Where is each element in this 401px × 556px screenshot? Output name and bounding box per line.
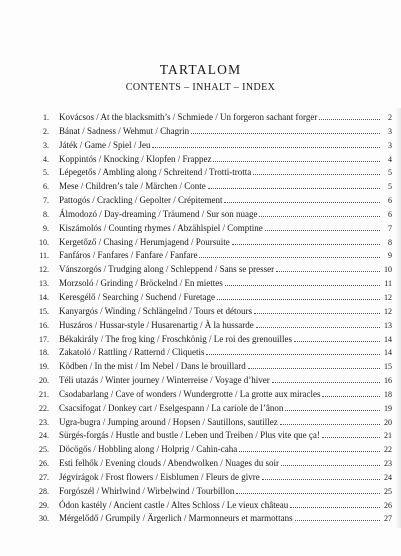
entry-title-with-leader	[59, 402, 380, 416]
entry-title-with-leader	[59, 166, 380, 180]
toc-entry	[34, 153, 392, 167]
toc-entry	[34, 305, 392, 319]
entry-page-number: 12	[384, 306, 392, 316]
entry-number: 16.	[39, 320, 49, 330]
dot-leader	[208, 188, 380, 189]
entry-title: Lépegetős / Ambling along / Schreitend / Trotti-trotta	[59, 167, 252, 178]
entry-title-with-leader	[59, 249, 380, 263]
entry-title-with-leader	[59, 471, 380, 485]
entry-title: Csodabarlang / Cave of wonders / Wundergrotte / La grotte aux miracles	[59, 388, 321, 399]
entry-number: 27.	[39, 472, 49, 482]
entry-title-with-leader	[59, 180, 380, 194]
entry-page-number: 8	[388, 237, 392, 247]
entry-page-number: 18	[384, 389, 392, 399]
entry-title: Vánszorgós / Trudging along / Schleppend / Sans se presser	[59, 264, 275, 275]
entry-title: Kovácsos / At the blacksmith’s / Schmiede / Un forgeron sachant forger	[59, 112, 318, 122]
entry-title: Ugra-bugra / Jumping around / Hopsen / Sautillons, sautillez	[59, 416, 278, 427]
toc-entry	[34, 249, 392, 263]
dot-leader	[319, 119, 380, 120]
dot-leader	[256, 327, 380, 328]
entry-page-number: 24	[384, 472, 392, 482]
dot-leader	[191, 133, 380, 134]
toc-entry	[34, 194, 392, 208]
entry-title-with-leader	[59, 263, 380, 277]
dot-leader	[290, 507, 380, 508]
entry-title: Békakirály / The frog king / Froschkönig / Le roi des grenouilles	[59, 333, 293, 344]
entry-number: 30.	[39, 514, 49, 524]
entry-page-number: 14	[384, 334, 392, 344]
entry-title: Jégvirágok / Frost flowers / Eisblumen / Fleurs de givre	[59, 471, 260, 482]
entry-title: Csacsifogat / Donkey cart / Eselgespann / La cariole de l’ânon	[59, 402, 284, 413]
toc-entry	[34, 388, 392, 402]
entry-number: 8.	[43, 209, 49, 219]
entry-title: Döcögős / Hobbling along / Holprig / Cahin-caha	[59, 444, 238, 455]
page-title: TARTALOM	[159, 62, 242, 77]
entry-page-number: 14	[384, 348, 392, 358]
dot-leader	[248, 368, 380, 369]
entry-number: 7.	[43, 196, 49, 206]
dot-leader	[236, 493, 380, 494]
entry-title-with-leader	[59, 319, 380, 333]
entry-title-with-leader	[59, 305, 380, 319]
entry-title: Ködben / In the mist / Im Nebel / Dans le brouillard	[59, 361, 246, 372]
dot-leader	[224, 202, 380, 203]
entry-title: Játék / Game / Spiel / Jeu	[59, 139, 151, 150]
entry-number: 3.	[43, 140, 49, 150]
toc-entry	[34, 139, 392, 153]
entry-title-with-leader	[59, 125, 380, 139]
dot-leader	[239, 451, 380, 452]
entry-title-with-leader	[59, 499, 380, 513]
dot-leader	[259, 216, 380, 217]
toc-entry	[34, 346, 392, 360]
toc-entry	[34, 485, 392, 499]
entry-title: Esti felhők / Evening clouds / Abendwolken / Nuages du soir	[59, 458, 279, 469]
dot-leader	[262, 479, 380, 480]
entry-title: Pattogós / Crackling / Gepolter / Crépitement	[59, 195, 223, 206]
entry-number: 26.	[39, 459, 49, 469]
entry-title-with-leader	[59, 139, 380, 153]
entry-page-number: 22	[384, 445, 392, 455]
entry-page-number: 12	[384, 292, 392, 302]
dot-leader	[280, 424, 380, 425]
dot-leader	[265, 230, 380, 231]
entry-title: Kanyargós / Winding / Schlängelnd / Tours et détours	[59, 305, 252, 316]
entry-title-with-leader	[59, 429, 380, 443]
entry-number: 28.	[39, 486, 49, 496]
entry-title-with-leader	[59, 374, 380, 388]
entry-title: Bánat / Sadness / Wehmut / Chagrin	[59, 125, 190, 136]
dot-leader	[206, 354, 380, 355]
entry-number: 24.	[39, 431, 49, 441]
entry-title: Zakatoló / Rattling / Ratternd / Cliquetis	[59, 347, 205, 358]
entry-number: 29.	[39, 500, 49, 510]
dot-leader	[322, 437, 380, 438]
entry-page-number: 2	[388, 113, 392, 122]
entry-page-number: 11	[384, 279, 392, 289]
toc-entry	[34, 333, 392, 347]
dot-leader	[217, 299, 380, 300]
dot-leader	[254, 313, 380, 314]
entry-title: Huszáros / Hussar-style / Husarenartig / À la hussarde	[59, 319, 254, 330]
entry-title-with-leader	[59, 485, 380, 499]
entry-title: Mérgelődő / Grumpily / Ärgerlich / Marmonneurs et marmottans	[59, 513, 293, 524]
entry-page-number: 6	[388, 209, 392, 219]
entry-number: 6.	[43, 182, 49, 192]
entry-page-number: 7	[388, 223, 392, 233]
toc-entry	[34, 457, 392, 471]
entry-title-with-leader	[59, 277, 380, 291]
toc-entry	[34, 471, 392, 485]
entry-page-number: 6	[388, 196, 392, 206]
toc-entry	[34, 512, 392, 526]
dot-leader	[232, 244, 380, 245]
entry-page-number: 5	[388, 168, 392, 178]
toc-entry	[34, 125, 392, 139]
dot-leader	[295, 520, 380, 521]
dot-leader	[199, 257, 380, 258]
toc-entry	[34, 277, 392, 291]
entry-page-number: 16	[384, 376, 392, 386]
toc-entry	[34, 291, 392, 305]
dot-leader	[322, 396, 380, 397]
entry-title: Sürgés-forgás / Hustle and bustle / Leben und Treiben / Plus vite que ça!	[59, 430, 320, 441]
table-of-contents	[34, 111, 392, 526]
toc-entry	[34, 319, 392, 333]
dot-leader	[285, 410, 380, 411]
entry-number: 11.	[39, 251, 49, 261]
entry-page-number: 5	[388, 182, 392, 192]
entry-number: 14.	[39, 292, 49, 302]
entry-page-number: 26	[384, 500, 392, 510]
entry-number: 15.	[39, 306, 49, 316]
entry-page-number: 9	[388, 251, 392, 261]
entry-title-with-leader	[59, 208, 380, 222]
toc-entry	[34, 360, 392, 374]
entry-title-with-leader	[59, 111, 380, 125]
toc-entry	[34, 222, 392, 236]
page-subtitle: CONTENTS – INHALT – INDEX	[125, 82, 276, 93]
entry-number: 13.	[39, 279, 49, 289]
entry-page-number: 3	[388, 140, 392, 150]
entry-title-with-leader	[59, 443, 380, 457]
entry-title: Kergetőző / Chasing / Herumjagend / Poursuite	[59, 236, 230, 247]
entry-title-with-leader	[59, 153, 380, 167]
dot-leader	[294, 341, 380, 342]
entry-title-with-leader	[59, 333, 380, 347]
entry-page-number: 23	[384, 459, 392, 469]
entry-number: 19.	[39, 362, 49, 372]
entry-number: 9.	[43, 223, 49, 233]
entry-page-number: 3	[388, 126, 392, 136]
entry-title: Forgószél / Whirlwind / Wirbelwind / Tourbillon	[59, 485, 235, 496]
entry-number: 22.	[39, 403, 49, 413]
entry-title: Mese / Children’s tale / Märchen / Conte	[59, 181, 206, 192]
entry-number: 21.	[39, 389, 49, 399]
entry-page-number: 25	[384, 486, 392, 496]
entry-page-number: 10	[384, 265, 392, 275]
toc-entry	[34, 374, 392, 388]
dot-leader	[272, 382, 380, 383]
entry-number: 4.	[43, 154, 49, 164]
entry-title-with-leader	[59, 236, 380, 250]
entry-number: 5.	[43, 168, 49, 178]
entry-title-with-leader	[59, 416, 380, 430]
toc-entry	[34, 402, 392, 416]
toc-entry	[34, 443, 392, 457]
toc-entry	[34, 236, 392, 250]
entry-page-number: 19	[384, 403, 392, 413]
entry-title: Keresgélő / Searching / Suchend / Furetage	[59, 291, 215, 302]
entry-page-number: 20	[384, 417, 392, 427]
entry-title-with-leader	[59, 291, 380, 305]
dot-leader	[253, 174, 380, 175]
page-edge-shadow	[395, 108, 401, 528]
entry-number: 12.	[39, 265, 49, 275]
entry-page-number: 4	[388, 154, 392, 164]
entry-title-with-leader	[59, 346, 380, 360]
entry-title-with-leader	[59, 457, 380, 471]
entry-page-number: 15	[384, 362, 392, 372]
entry-title-with-leader	[59, 222, 380, 236]
entry-number: 2.	[43, 126, 49, 136]
toc-entry	[34, 429, 392, 443]
entry-title-with-leader	[59, 360, 380, 374]
entry-page-number: 21	[384, 431, 392, 441]
entry-title-with-leader	[59, 388, 380, 402]
entry-title: Ódon kastély / Ancient castle / Altes Schloss / Le vieux château	[59, 499, 289, 510]
entry-title-with-leader	[59, 194, 380, 208]
toc-entry	[34, 180, 392, 194]
entry-number: 10.	[39, 237, 49, 247]
entry-title: Morzsoló / Grinding / Bröckelnd / En miettes	[59, 278, 223, 289]
entry-page-number: 13	[384, 320, 392, 330]
entry-number: 1.	[43, 113, 49, 122]
entry-number: 20.	[39, 376, 49, 386]
entry-page-number: 27	[384, 514, 392, 524]
toc-entry	[34, 166, 392, 180]
entry-number: 23.	[39, 417, 49, 427]
dot-leader	[152, 147, 380, 148]
toc-entry	[34, 416, 392, 430]
toc-entry	[34, 263, 392, 277]
toc-entry	[34, 111, 392, 125]
entry-title: Kiszámolós / Counting rhymes / Abzählspiel / Comptine	[59, 222, 263, 233]
toc-entry	[34, 208, 392, 222]
dot-leader	[281, 465, 380, 466]
entry-title-with-leader	[59, 512, 380, 526]
entry-number: 18.	[39, 348, 49, 358]
entry-number: 17.	[39, 334, 49, 344]
entry-title: Fanfáros / Fanfares / Fanfare / Fanfare	[59, 250, 198, 261]
dot-leader	[225, 285, 380, 286]
entry-number: 25.	[39, 445, 49, 455]
entry-title: Téli utazás / Winter journey / Winterreise / Voyage d’hiver	[59, 375, 270, 386]
entry-title: Álmodozó / Day-dreaming / Träumend / Sur son nuage	[59, 208, 258, 219]
toc-entry	[34, 499, 392, 513]
entry-title: Koppintós / Knocking / Klopfen / Frappez	[59, 153, 212, 164]
dot-leader	[276, 271, 380, 272]
dot-leader	[213, 161, 380, 162]
